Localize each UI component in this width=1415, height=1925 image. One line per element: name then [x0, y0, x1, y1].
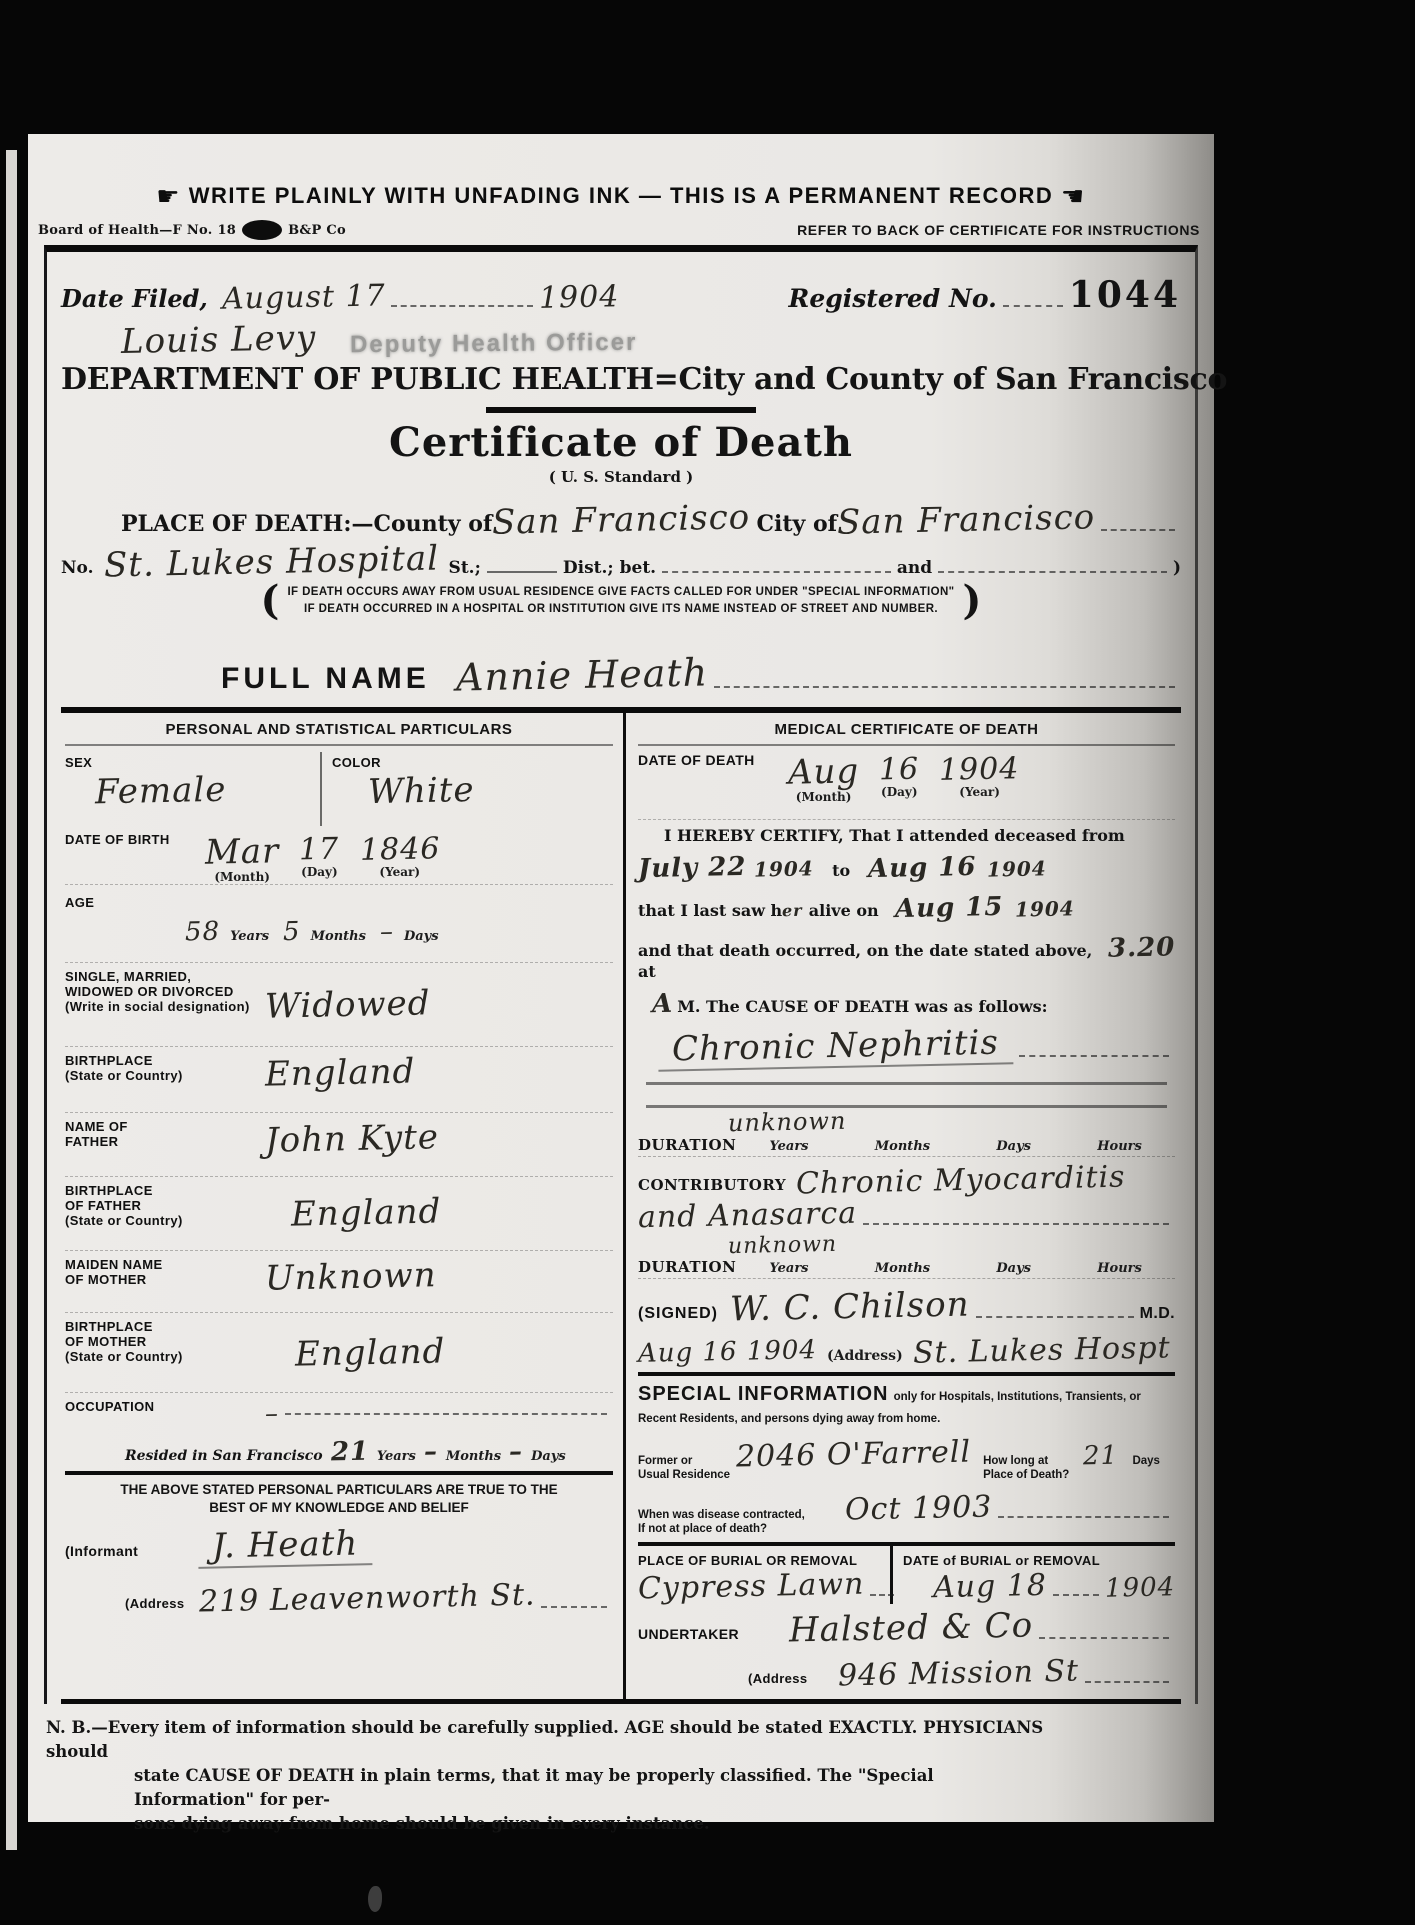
blank-line — [1039, 1623, 1169, 1639]
blank-line — [662, 557, 891, 573]
undertaker-row — [638, 1605, 1175, 1652]
place-of-death-row — [121, 497, 1181, 543]
dod-day-caption: (Day) — [881, 784, 918, 799]
former-label-1: Former or — [638, 1455, 693, 1468]
subheader-row — [28, 220, 1214, 245]
resided-row — [125, 1437, 613, 1467]
medical-column-header: MEDICAL CERTIFICATE OF DEATH — [638, 717, 1175, 746]
cause-intro-text: M. The CAUSE OF DEATH was as follows: — [677, 997, 1048, 1017]
father-bp-label-2: OF FATHER — [65, 1197, 142, 1213]
place-of-death-label: PLACE OF DEATH:— — [121, 511, 374, 537]
registered-no-value: 1044 — [1068, 274, 1181, 316]
street-number-row — [61, 538, 1181, 586]
am-script: A — [651, 989, 674, 1020]
informant-address-label: (Address — [125, 1595, 185, 1611]
special-information-header — [638, 1382, 1175, 1427]
disease-contracted-row — [638, 1491, 1175, 1537]
last-saw-er: er — [781, 900, 803, 921]
blank-line — [870, 1580, 894, 1596]
attended-from-date: July 22 — [637, 852, 747, 885]
days-unit: Days — [403, 928, 439, 944]
last-saw-year: 1904 — [1014, 896, 1076, 922]
duration-hours-unit: Hours — [1097, 1139, 1142, 1155]
blank-line — [1003, 291, 1063, 307]
signed-date-value: Aug 16 1904 — [637, 1335, 818, 1370]
blank-line — [998, 1502, 1169, 1518]
note-line-1: IF DEATH OCCURS AWAY FROM USUAL RESIDENCE GIVE FACTS CALLED FOR UNDER "SPECIAL INFORMATION" — [287, 586, 955, 598]
clerk-signature-row — [120, 317, 1181, 363]
former-residence-value: 2046 O'Farrell — [735, 1434, 972, 1475]
county-value: San Francisco — [491, 497, 751, 543]
medical-certificate-column — [626, 713, 1181, 1700]
father-bp-label-1: BIRTHPLACE — [65, 1182, 153, 1198]
resided-months-unit: Months — [445, 1448, 502, 1464]
printer-label: B&P Co — [288, 222, 346, 238]
howlong-days-unit: Days — [1132, 1455, 1160, 1468]
opening-paren: ( — [260, 577, 280, 625]
father-birthplace-row — [65, 1177, 613, 1251]
signed-address-value: St. Lukes Hospt — [912, 1330, 1171, 1371]
resided-years-unit: Years — [376, 1448, 416, 1464]
last-saw-date: Aug 15 — [894, 891, 1004, 925]
year-caption: (Year) — [379, 864, 421, 879]
informant-address-row — [125, 1577, 613, 1620]
burial-date-label: DATE of BURIAL or REMOVAL — [903, 1553, 1101, 1569]
death-time-value: 3.20 — [1107, 932, 1176, 964]
pointing-hand-left-icon: ☚ — [1060, 182, 1086, 212]
to-label: to — [832, 861, 851, 881]
contracted-value: Oct 1903 — [844, 1489, 993, 1528]
duration-days-unit: Days — [996, 1139, 1031, 1155]
signed-label: (SIGNED) — [638, 1305, 718, 1323]
resided-days-value: – — [508, 1436, 524, 1467]
blank-rule-1 — [646, 1082, 1167, 1085]
death-occurred-text: and that death occurred, on the date stated above, at — [638, 940, 1093, 981]
burial-place-value: Cypress Lawn — [637, 1567, 865, 1607]
informant-value: J. Heath — [198, 1523, 373, 1569]
blank-line — [1053, 1580, 1099, 1596]
md-label: M.D. — [1139, 1305, 1175, 1323]
color-value: White — [367, 769, 475, 812]
howlong-label-2: Place of Death? — [983, 1469, 1070, 1482]
marital-label-3: (Write in social designation) — [65, 999, 250, 1015]
note-line-2: IF DEATH OCCURRED IN A HOSPITAL OR INSTITUTION GIVE ITS NAME INSTEAD OF STREET AND NUMBER. — [303, 603, 938, 616]
marital-label-1: SINGLE, MARRIED, — [65, 968, 192, 984]
us-standard-subtitle: ( U. S. Standard ) — [548, 468, 694, 486]
marital-value: Widowed — [264, 982, 431, 1027]
closing-paren-2: ) — [962, 577, 982, 625]
mother-label-1: MAIDEN NAME — [65, 1256, 163, 1272]
duration2-years-unit: Years — [769, 1261, 809, 1277]
title-divider — [486, 407, 756, 413]
age-months-value: 5 — [282, 916, 301, 947]
father-name-value: John Kyte — [264, 1116, 440, 1161]
certify-paragraph — [638, 826, 1175, 1023]
particulars-table — [61, 707, 1181, 1705]
st-label: St.; — [448, 558, 481, 578]
blank-line — [285, 1399, 607, 1415]
contributory-label: CONTRIBUTORY — [638, 1176, 787, 1195]
dod-month-value: Aug — [787, 750, 860, 793]
footer-note-line-1: N. B.—Every item of information should be carefully supplied. AGE should be stated EXACTLY. PHYSICIANS should — [46, 1718, 1044, 1762]
last-saw-text-1: that I last saw h — [638, 901, 783, 921]
attended-from-year: 1904 — [754, 856, 815, 882]
certify-text-1: I HEREBY CERTIFY, That I attended deceased from — [664, 825, 1125, 845]
special-information-title: SPECIAL INFORMATION — [638, 1383, 889, 1406]
dod-day-value: 16 — [878, 751, 920, 787]
date-of-death-label: DATE OF DEATH — [638, 751, 755, 768]
howlong-label-1: How long at — [983, 1455, 1049, 1468]
signed-row — [638, 1284, 1175, 1330]
certificate-title: Certificate of Death — [389, 419, 853, 466]
attended-to-year: 1904 — [986, 856, 1047, 882]
father-label-1: NAME OF — [65, 1118, 128, 1134]
date-filed-value: August 17 — [221, 278, 386, 317]
undertaker-address-value: 946 Mission St — [837, 1653, 1079, 1694]
mother-bp-label-2: OF MOTHER — [65, 1333, 147, 1349]
contributory-value-2: and Anasarca — [637, 1195, 858, 1236]
blank-line — [487, 557, 557, 573]
birthplace-label-1: BIRTHPLACE — [65, 1052, 153, 1068]
resided-months-value: – — [423, 1436, 439, 1467]
deputy-health-officer-stamp: Deputy Health Officer — [350, 328, 638, 359]
blank-line — [714, 672, 1175, 688]
attestation-line-1: THE ABOVE STATED PERSONAL PARTICULARS ARE TRUE TO THE — [120, 1481, 558, 1497]
printers-union-stamp-icon — [242, 220, 282, 240]
institution-value: St. Lukes Hospital — [103, 538, 439, 586]
registered-no-label: Registered No. — [788, 284, 997, 313]
marital-status-row — [65, 963, 613, 1047]
informant-address-value: 219 Leavenworth St. — [198, 1577, 536, 1620]
month-caption: (Month) — [214, 869, 270, 884]
mother-label-2: OF MOTHER — [65, 1271, 147, 1287]
mother-maiden-value: Unknown — [264, 1254, 437, 1299]
mother-birthplace-row — [65, 1313, 613, 1393]
contracted-label-2: If not at place of death? — [638, 1522, 768, 1535]
age-row — [65, 885, 613, 963]
banner-text: WRITE PLAINLY WITH UNFADING INK — THIS IS A PERMANENT RECORD — [188, 183, 1054, 208]
blank-line — [1101, 515, 1175, 531]
full-name-row — [221, 649, 1181, 700]
and-label: and — [896, 558, 933, 578]
date-of-death-row — [638, 746, 1175, 820]
full-name-label: FULL NAME — [221, 661, 430, 695]
months-unit: Months — [310, 928, 366, 944]
duration-months-unit: Months — [874, 1139, 931, 1155]
contracted-label-1: When was disease contracted, — [638, 1508, 805, 1521]
board-of-health-form-label: Board of Health—F No. 18 — [38, 222, 237, 238]
sex-label: SEX — [65, 754, 93, 770]
footer-note — [46, 1716, 1056, 1836]
marital-label-2: WIDOWED OR DIVORCED — [65, 983, 234, 999]
duration-row-2 — [638, 1233, 1175, 1279]
attestation-line-2: BEST OF MY KNOWLEDGE AND BELIEF — [209, 1499, 469, 1515]
clerk-signature: Louis Levy — [120, 317, 317, 363]
mother-bp-label-1: BIRTHPLACE — [65, 1318, 153, 1334]
blank-line — [391, 291, 532, 307]
father-label-2: FATHER — [65, 1133, 119, 1149]
former-residence-row — [638, 1434, 1175, 1483]
certificate-body — [44, 245, 1228, 1704]
full-name-value: Annie Heath — [455, 649, 709, 700]
sex-color-row — [65, 746, 613, 826]
birthplace-value: England — [264, 1050, 416, 1095]
no-label: No. — [61, 558, 94, 578]
attestation-text — [65, 1475, 613, 1517]
city-value: San Francisco — [836, 497, 1096, 543]
age-label: AGE — [65, 894, 95, 910]
howlong-value: 21 — [1083, 1440, 1119, 1472]
undertaker-label: UNDERTAKER — [638, 1626, 739, 1643]
dob-month-value: Mar — [204, 830, 280, 873]
color-label: COLOR — [332, 754, 381, 770]
blank-line — [938, 557, 1167, 573]
burial-place-label: PLACE OF BURIAL OR REMOVAL — [638, 1553, 858, 1569]
duration2-hours-unit: Hours — [1097, 1261, 1142, 1277]
date-of-birth-row — [65, 826, 613, 885]
contributory-value: Chronic Myocarditis — [795, 1159, 1126, 1202]
blank-line — [863, 1209, 1169, 1225]
footer-note-line-3: sons dying away from home should be given in every instance. — [134, 1814, 710, 1834]
top-banner — [28, 134, 1214, 210]
father-bp-label-3: (State or Country) — [65, 1213, 183, 1229]
attended-to-date: Aug 16 — [867, 852, 977, 885]
duration-2-value: unknown — [727, 1232, 838, 1260]
mother-birthplace-value: England — [294, 1330, 446, 1375]
dod-year-caption: (Year) — [959, 784, 1000, 799]
undertaker-value: Halsted & Co — [788, 1605, 1034, 1652]
mother-maiden-row — [65, 1251, 613, 1313]
personal-particulars-column — [61, 713, 626, 1700]
date-of-birth-label: DATE OF BIRTH — [65, 831, 170, 847]
father-birthplace-value: England — [290, 1190, 442, 1235]
mother-bp-label-3: (State or Country) — [65, 1349, 183, 1365]
special-info-divider — [638, 1372, 1175, 1376]
dod-year-value: 1904 — [939, 750, 1021, 788]
father-name-row — [65, 1113, 613, 1177]
duration-1-value: unknown — [727, 1107, 847, 1138]
contributory-row — [638, 1159, 1175, 1202]
burial-date-year: 1904 — [1104, 1572, 1176, 1605]
physician-signature: W. C. Chilson — [729, 1284, 970, 1330]
day-caption: (Day) — [301, 864, 338, 879]
cause-of-death-value: Chronic Nephritis — [658, 1023, 1014, 1072]
contributory-row-2 — [637, 1195, 1175, 1236]
age-days-value: – — [379, 916, 395, 947]
undertaker-address-row — [748, 1653, 1175, 1694]
informant-label: (Informant — [65, 1542, 139, 1559]
date-filed-label: Date Filed, — [61, 284, 208, 313]
duration-1-label: DURATION — [638, 1136, 737, 1155]
blank-line — [1019, 1041, 1169, 1057]
occupation-value: – — [264, 1398, 280, 1429]
undertaker-address-label: (Address — [748, 1671, 808, 1687]
date-filed-year: 1904 — [538, 279, 620, 316]
blank-line — [541, 1592, 607, 1608]
duration2-days-unit: Days — [996, 1261, 1031, 1277]
last-saw-text-2: alive on — [808, 901, 879, 921]
resided-days-unit: Days — [531, 1448, 566, 1464]
sex-value: Female — [94, 769, 227, 812]
former-label-2: Usual Residence — [638, 1469, 731, 1482]
burial-section — [637, 1542, 1176, 1607]
city-label: City of — [756, 511, 838, 537]
dist-label: Dist.; bet. — [562, 558, 657, 578]
certificate-page — [28, 134, 1228, 1834]
pointing-hand-right-icon: ☛ — [156, 182, 182, 212]
dod-month-caption: (Month) — [795, 789, 852, 804]
burial-date-value: Aug 18 — [932, 1568, 1048, 1606]
cause-of-death-row — [638, 1022, 1175, 1070]
residence-instruction-note — [61, 577, 1181, 625]
occupation-label: OCCUPATION — [65, 1398, 155, 1414]
informant-row — [65, 1525, 613, 1567]
blank-line — [976, 1302, 1134, 1318]
signed-date-address-row — [637, 1330, 1175, 1371]
scan-smudge — [368, 1886, 382, 1912]
birthplace-row — [65, 1047, 613, 1113]
personal-column-header: PERSONAL AND STATISTICAL PARTICULARS — [65, 717, 613, 746]
footer-note-line-2: state CAUSE OF DEATH in plain terms, that it may be properly classified. The "Special Information" for per- — [134, 1766, 934, 1810]
occupation-row — [65, 1393, 613, 1433]
duration-2-label: DURATION — [638, 1258, 737, 1277]
department-title: DEPARTMENT OF PUBLIC HEALTH=City and County of San Francisco — [61, 362, 1228, 397]
years-unit: Years — [230, 928, 270, 944]
dob-day-value: 17 — [298, 831, 340, 867]
adjacent-page-edge — [6, 150, 17, 1850]
county-label: County of — [373, 511, 493, 537]
duration2-months-unit: Months — [874, 1261, 931, 1277]
special-information-subtitle: only for Hospitals, Institutions, Transients, or Recent Residents, and persons dying away from home. — [638, 1391, 1141, 1426]
duration-years-unit: Years — [769, 1139, 809, 1155]
resided-label: Resided in San Francisco — [125, 1447, 323, 1464]
filing-row — [61, 274, 1181, 316]
closing-paren: ) — [1172, 558, 1181, 578]
dob-year-value: 1846 — [359, 830, 441, 868]
duration-row-1 — [638, 1108, 1175, 1157]
birthplace-label-2: (State or Country) — [65, 1067, 183, 1083]
signed-address-label: (Address) — [826, 1348, 903, 1365]
blank-line — [1085, 1667, 1169, 1683]
age-years-value: 58 — [184, 916, 221, 947]
refer-to-back-note: REFER TO BACK OF CERTIFICATE FOR INSTRUCTIONS — [797, 222, 1200, 238]
resided-years-value: 21 — [330, 1436, 370, 1467]
